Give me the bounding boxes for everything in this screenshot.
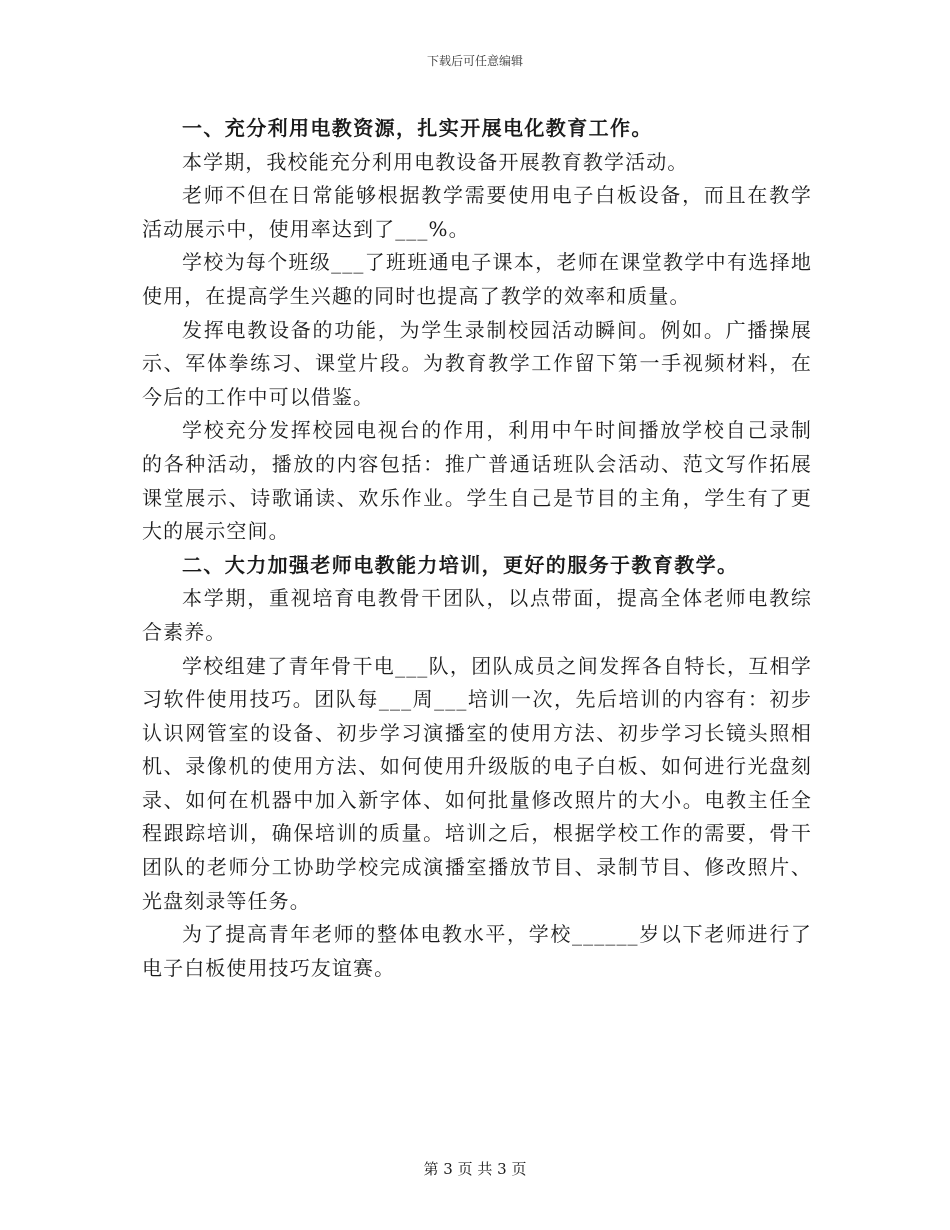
paragraph: 本学期，重视培育电教骨干团队，以点带面，提高全体老师电教综合素养。: [142, 586, 812, 644]
document-body: [142, 112, 812, 985]
page-number: 第 3 页 共 3 页: [423, 1160, 527, 1178]
paragraph: 学校充分发挥校园电视台的作用，利用中午时间播放学校自己录制的各种活动，播放的内容包括：推广普通话班队会活动、范文写作拓展课堂展示、诗歌诵读、欢乐作业。学生自己是节目的主角，学生有了更大的展示空间。: [142, 418, 812, 544]
paragraph: 发挥电教设备的功能，为学生录制校园活动瞬间。例如。广播操展示、军体拳练习、课堂片段。为教育教学工作留下第一手视频材料，在今后的工作中可以借鉴。: [142, 317, 812, 409]
paragraph: 学校组建了青年骨干电___队，团队成员之间发挥各自特长，互相学习软件使用技巧。团队每___周___培训一次，先后培训的内容有：初步认识网管室的设备、初步学习演播室的使用方法、初步学习长镜头照相机、录像机的使用方法、如何使用升级版的电子白板、如何进行光盘刻录、如何在机器中加入新字体、如何批量修改照片的大小。电教主任全程跟踪培训，确保培训的质量。培训之后，根据学校工作的需要，骨干团队的老师分工协助学校完成演播室播放节目、录制节目、修改照片、光盘刻录等任务。: [142, 653, 812, 913]
paragraph: 学校为每个班级___了班班通电子课本，老师在课堂教学中有选择地使用，在提高学生兴趣的同时也提高了教学的效率和质量。: [142, 250, 812, 308]
paragraph: 老师不但在日常能够根据教学需要使用电子白板设备，而且在教学活动展示中，使用率达到了___%。: [142, 183, 812, 241]
paragraph: 为了提高青年老师的整体电教水平，学校______岁以下老师进行了电子白板使用技巧友谊赛。: [142, 922, 812, 980]
page-header: 下载后可任意编辑: [426, 54, 523, 68]
paragraph: 本学期，我校能充分利用电教设备开展教育教学活动。: [182, 149, 689, 174]
section-heading-2: 二、大力加强老师电教能力培训，更好的服务于教育教学。: [182, 552, 739, 577]
section-heading-1: 一、充分利用电教资源，扎实开展电化教育工作。: [182, 116, 653, 140]
